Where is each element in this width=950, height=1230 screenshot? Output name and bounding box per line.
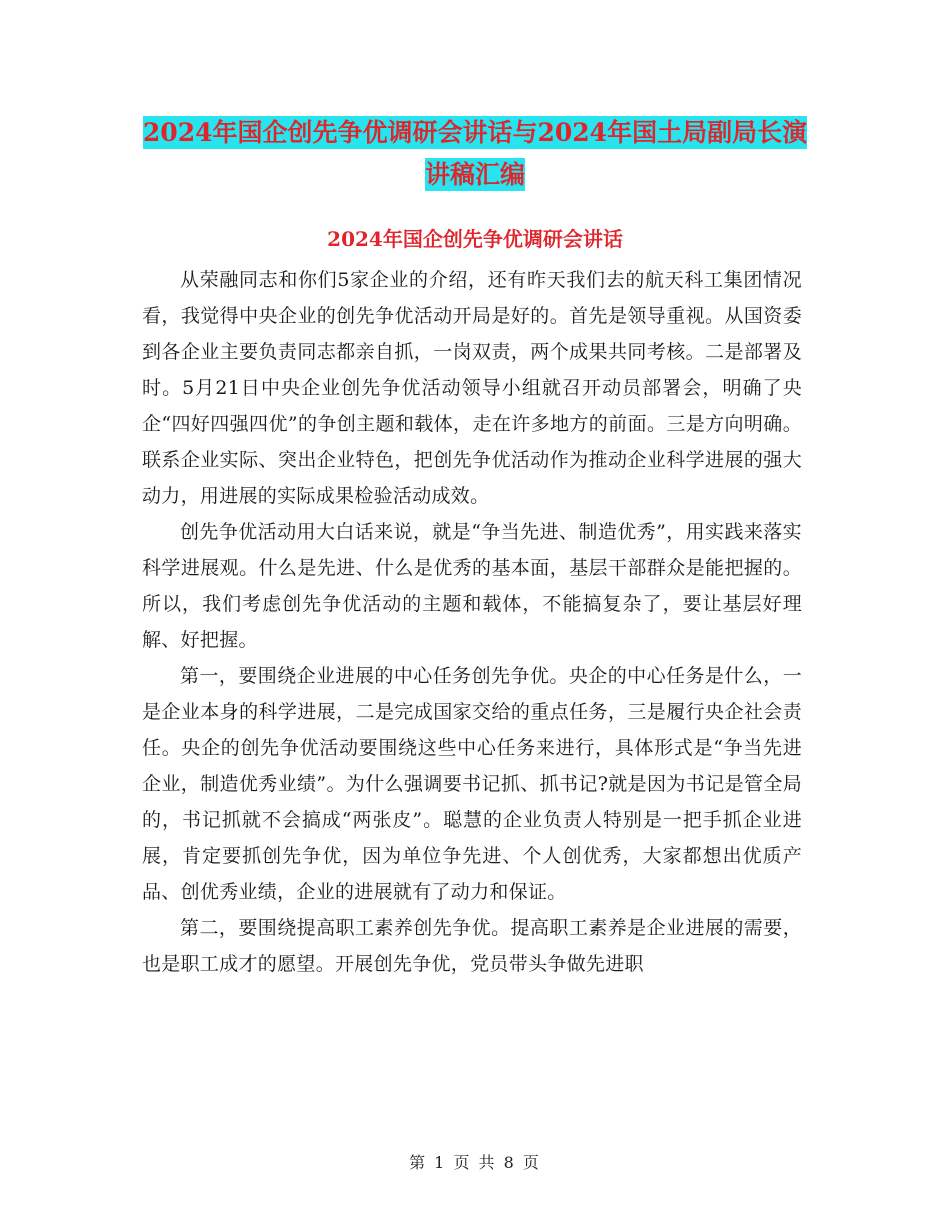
paragraph: 第一，要围绕企业进展的中心任务创先争优。央企的中心任务是什么，一是企业本身的科学进展，二是完成国家交给的重点任务，三是履行央企社会责任。央企的创先争优活动要围绕这些中心任务来进行，具体形式是“争当先进企业，制造优秀业绩”。为什么强调要书记抓、抓书记?就是因为书记是管全局的，书记抓就不会搞成“两张皮”。聪慧的企业负责人特别是一把手抓企业进展，肯定要抓创先争优，因为单位争先进、个人创优秀，大家都想出优质产品、创优秀业绩，企业的进展就有了动力和保证。 bbox=[142, 665, 802, 903]
document-title bbox=[140, 112, 810, 196]
page-footer: 第 1 页 共 8 页 bbox=[409, 1153, 541, 1172]
paragraph: 第二，要围绕提高职工素养创先争优。提高职工素养是企业进展的需要，也是职工成才的愿望。开展创先争优，党员带头争做先进职 bbox=[142, 917, 802, 975]
paragraph: 从荣融同志和你们5家企业的介绍，还有昨天我们去的航天科工集团情况看，我觉得中央企业的创先争优活动开局是好的。首先是领导重视。从国资委到各企业主要负责同志都亲自抓，一岗双责，两个成果共同考核。二是部署及时。5月21日中央企业创先争优活动领导小组就召开动员部署会，明确了央企“四好四强四优”的争创主题和载体，走在许多地方的前面。三是方向明确。联系企业实际、突出企业特色，把创先争优活动作为推动企业科学进展的强大动力，用进展的实际成果检验活动成效。 bbox=[142, 269, 802, 507]
document-body bbox=[142, 262, 802, 982]
section-title: 2024年国企创先争优调研会讲话 bbox=[327, 227, 623, 251]
paragraph: 创先争优活动用大白话来说，就是“争当先进、制造优秀”，用实践来落实科学进展观。什么是先进、什么是优秀的基本面，基层干部群众是能把握的。所以，我们考虑创先争优活动的主题和载体，不能搞复杂了，要让基层好理解、好把握。 bbox=[142, 521, 802, 651]
document-title-text: 2024年国企创先争优调研会讲话与2024年国土局副局长演讲稿汇编 bbox=[142, 118, 808, 189]
